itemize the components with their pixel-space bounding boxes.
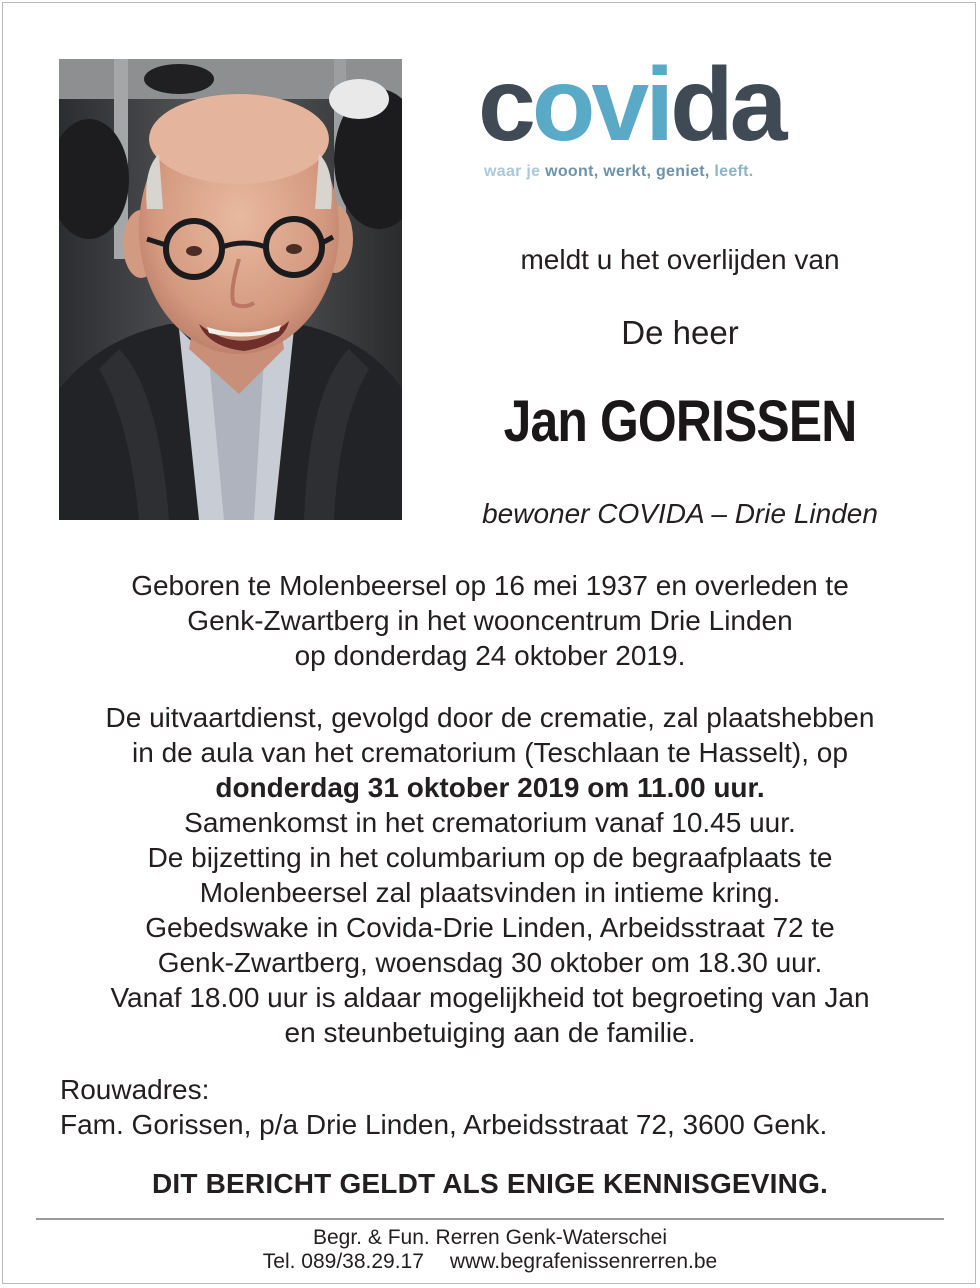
birth-line: Genk-Zwartberg in het wooncentrum Drie Linden bbox=[187, 605, 793, 636]
deceased-name: Jan GORISSEN bbox=[503, 389, 857, 454]
official-notice: DIT BERICHT GELDT ALS ENIGE KENNISGEVING. bbox=[151, 1168, 829, 1199]
covida-logo bbox=[478, 58, 868, 188]
intro-text: meldt u het overlijden van bbox=[520, 244, 840, 275]
footer-contact bbox=[0, 1250, 980, 1274]
funeral-company: Begr. & Fun. Rerren Genk-Waterschei bbox=[312, 1226, 668, 1249]
service-line: Molenbeersel zal plaatsvinden in intieme kring. bbox=[199, 877, 781, 908]
tagline-part-2: woont, werkt, geniet, bbox=[545, 163, 710, 180]
covida-wordmark bbox=[478, 58, 868, 158]
service-line: Samenkomst in het crematorium vanaf 10.45 uur. bbox=[184, 807, 796, 838]
phone-number: Tel. 089/38.29.17 bbox=[262, 1250, 424, 1273]
service-line: en steunbetuiging aan de familie. bbox=[284, 1017, 696, 1048]
birth-line: op donderdag 24 oktober 2019. bbox=[294, 640, 686, 671]
honorific: De heer bbox=[621, 314, 739, 351]
birth-line: Geboren te Molenbeersel op 16 mei 1937 en overleden te bbox=[131, 570, 849, 601]
address-value: Fam. Gorissen, p/a Drie Linden, Arbeidsstraat 72, 3600 Genk. bbox=[60, 1109, 828, 1140]
service-paragraph bbox=[30, 700, 950, 1050]
deceased-role: bewoner COVIDA – Drie Linden bbox=[482, 498, 878, 529]
service-line: Genk-Zwartberg, woensdag 30 oktober om 18.30 uur. bbox=[157, 947, 823, 978]
service-line: De uitvaartdienst, gevolgd door de crematie, zal plaatshebben bbox=[105, 702, 875, 733]
tagline-part-1: waar je bbox=[484, 163, 541, 180]
service-line: Gebedswake in Covida-Drie Linden, Arbeidsstraat 72 te bbox=[145, 912, 835, 943]
service-line: Vanaf 18.00 uur is aldaar mogelijkheid tot begroeting van Jan bbox=[110, 982, 870, 1013]
service-date: donderdag 31 oktober 2019 om 11.00 uur. bbox=[215, 772, 765, 803]
svg-text:covida: covida bbox=[478, 58, 784, 158]
address-label: Rouwadres: bbox=[60, 1074, 210, 1105]
service-line: in de aula van het crematorium (Teschlaan te Hasselt), op bbox=[132, 737, 848, 768]
covida-tagline bbox=[484, 163, 754, 181]
service-line: De bijzetting in het columbarium op de begraafplaats te bbox=[147, 842, 833, 873]
footer-divider bbox=[36, 1218, 944, 1220]
mourning-address bbox=[60, 1072, 827, 1142]
website-link[interactable]: www.begrafenissenrerren.be bbox=[449, 1250, 718, 1273]
birth-paragraph bbox=[30, 568, 950, 673]
portrait-photo bbox=[59, 59, 402, 520]
tagline-part-3: leeft. bbox=[714, 163, 754, 180]
